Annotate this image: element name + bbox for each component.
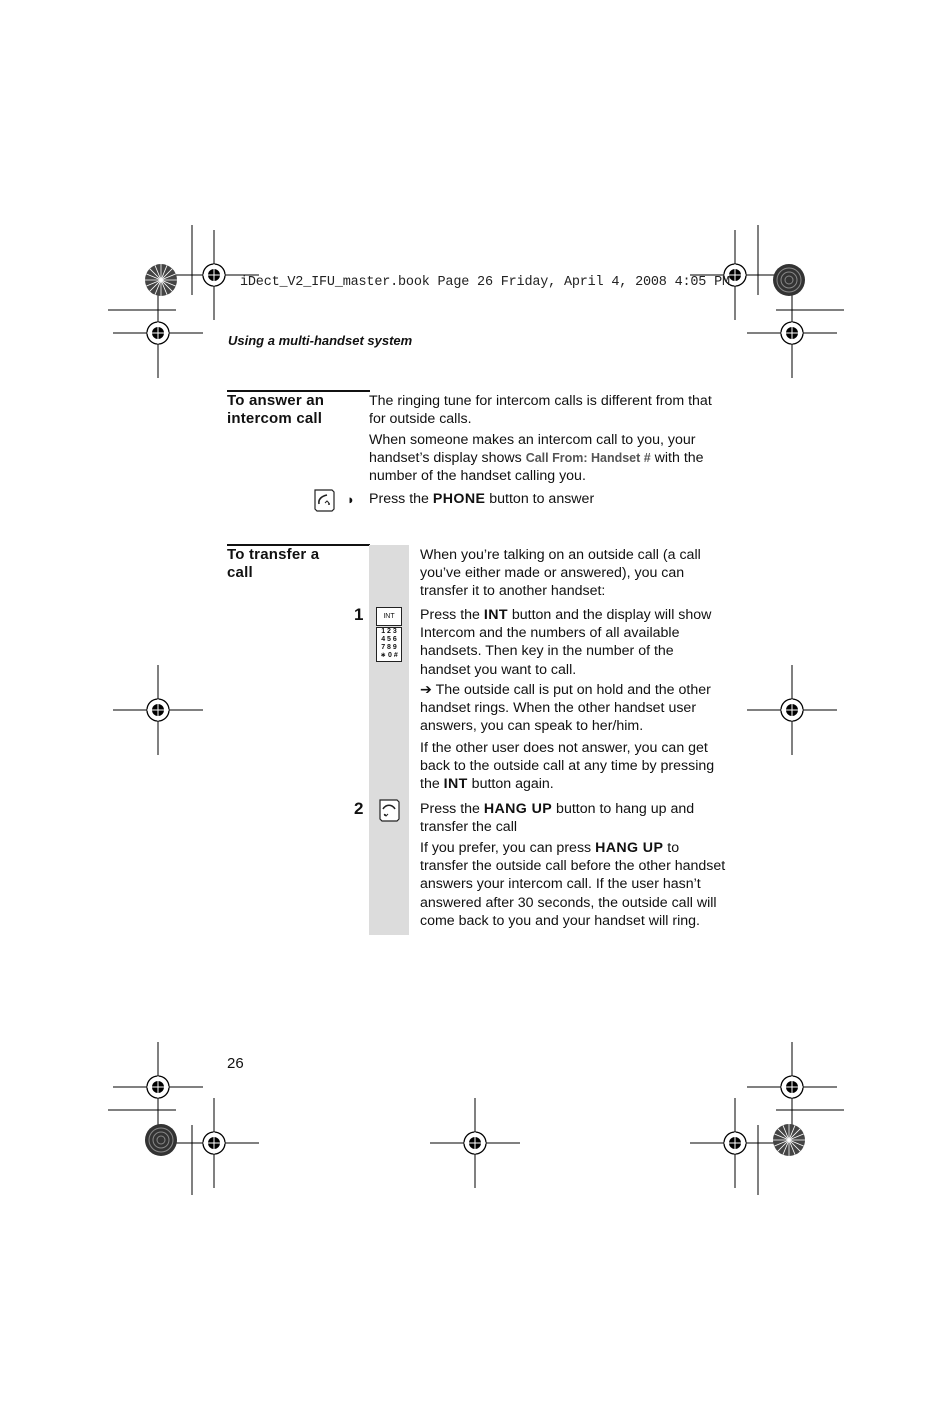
keypad-icon: 1 2 3 4 5 6 7 8 9 ∗ 0 # [376,627,402,662]
step-icon-column [369,545,409,935]
bullet-icon: ◗ [347,492,355,507]
answer-paragraph-2: When someone makes an intercom call to you, your handset’s display shows Call From: Handset # with the number of the handset calling you. [369,432,704,485]
page-number: 26 [227,1055,244,1072]
hang-up-key-icon [378,798,400,822]
answer-paragraph-1: The ringing tune for intercom calls is different from that for outside calls. [369,393,712,428]
step-number-1: 1 [354,605,364,624]
display-text: Call From: Handset # [525,451,651,466]
step2-text: Press the HANG UP button to hang up and transfer the call [420,801,695,836]
step-number-2: 2 [354,799,364,818]
section-title-transfer: To transfer a call [227,546,320,581]
section-title-answer: To answer an intercom call [227,392,325,427]
phone-key-icon [313,488,335,512]
step1-note: If the other user does not answer, you can get back to the outside call at any time by pressing the INT button again. [420,740,715,793]
step2-note: If you prefer, you can press HANG UP to transfer the outside call before the other handset answers your intercom call. If the user hasn’t answered after 30 seconds, the outside call will come back to you and your handset will ring. [420,840,726,929]
running-head: Using a multi-handset system [228,333,413,348]
print-slug: iDect_V2_IFU_master.book Page 26 Friday, April 4, 2008 4:05 PM [240,275,730,290]
answer-step: Press the PHONE button to answer [369,491,595,507]
transfer-intro: When you’re talking on an outside call (a call you’ve either made or answered), you can transfer it to another handset: [420,547,701,600]
step1-result: ➔ The outside call is put on hold and the other handset rings. When the other handset user answers, you can speak to her/him. [420,682,711,735]
int-key-icon: INT [376,607,402,626]
step1-text: Press the INT button and the display will show Intercom and the numbers of all available handsets. Then key in the number of the handset you want to call. [420,607,712,678]
